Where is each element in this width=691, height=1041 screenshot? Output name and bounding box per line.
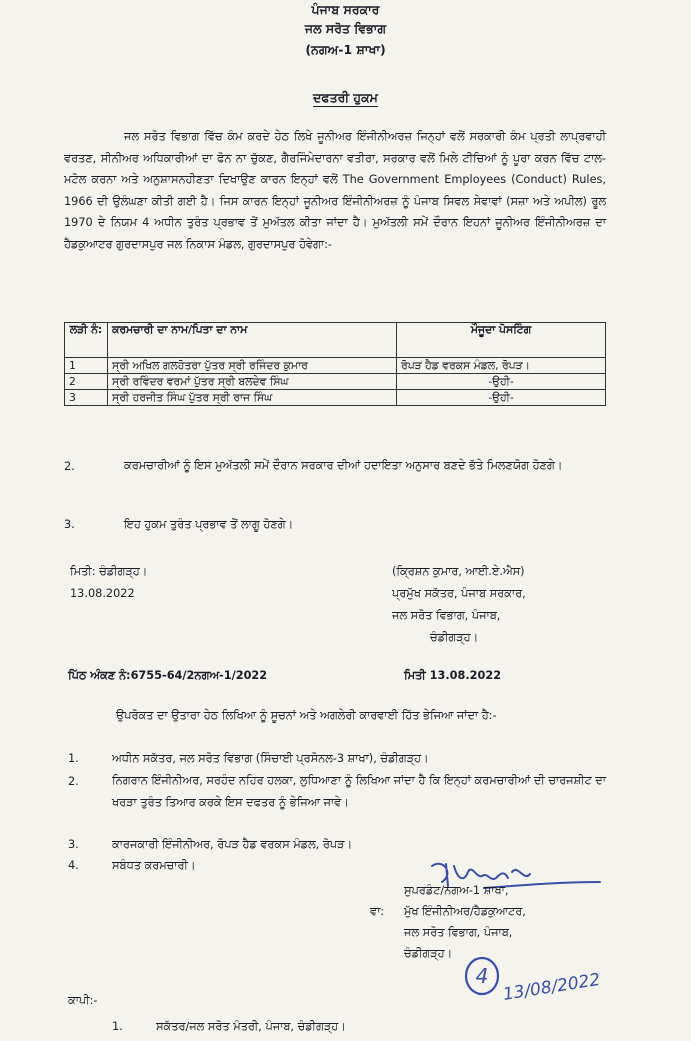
table-row xyxy=(65,358,606,374)
signatory-department: ਜਲ ਸਰੋਤ ਵਿਭਾਗ, ਪੰਜਾਬ, xyxy=(392,609,501,622)
endorsement-number: ਪਿੱਠ ਅੰਕਣ ਨੰ:6755-64/2ਨਗਅ-1/2022 xyxy=(68,669,268,682)
on-behalf-prefix: ਵਾ: xyxy=(370,905,385,918)
paragraph-1: ਜਲ ਸਰੋਤ ਵਿਭਾਗ ਵਿੱਚ ਕੰਮ ਕਰਦੇ ਹੇਠ ਲਿਖੇ ਜੂਨੀਅਰ ਇੰਜੀਨੀਅਰਜ਼ ਜਿਨ੍ਹਾਂ ਵਲੋਂ ਸਰਕਾਰੀ ਕੰਮ ਪ੍ਰਤੀ ਲਾਪ੍ਰਵਾਹੀ ਵਰਤਣ, ਸੀਨੀਅਰ ਅਧਿਕਾਰੀਆਂ ਦਾ ਫੋਨ ਨਾ ਚੁੱਕਣ, ਗੈਰਜਿੰਮੇਦਾਰਨਾ ਵਤੀਰਾ, ਸਰਕਾਰ ਵਲੋਂ ਮਿਲੇ ਟੀਚਿਆਂ ਨੂੰ ਪੂਰਾ ਕਰਨ ਵਿੱਚ ਟਾਲ-ਮਟੋਲ ਕਰਨਾ ਅਤੇ ਅਨੁਸ਼ਾਸਨਹੀਣਤਾ ਦਿਖਾਉਣ ਕਾਰਨ ਇਨ੍ਹਾਂ ਵਲੋਂ The Government Employees (Conduct) Rules, 1966 ਦੀ ਉਲੰਘਣਾ ਕੀਤੀ ਗਈ ਹੈ। ਜਿਸ ਕਾਰਨ ਇਨ੍ਹਾਂ ਜੂਨੀਅਰ ਇੰਜੀਨੀਅਰਜ਼ ਨੂੰ ਪੰਜਾਬ ਸਿਵਲ ਸੇਵਾਵਾਂ (ਸਜ਼ਾ ਅਤੇ ਅਪੀਲ) ਰੂਲ 1970 ਦੇ ਨਿਯਮ 4 ਅਧੀਨ ਤੁਰੰਤ ਪ੍ਰਭਾਵ ਤੋਂ ਮੁਅੱਤਲ ਕੀਤਾ ਜਾਂਦਾ ਹੈ। ਮੁਅੱਤਲੀ ਸਮੇਂ ਦੌਰਾਨ ਇਹਨਾਂ ਜੂਨੀਅਰ ਇੰਜੀਨੀਅਰਜ਼ ਦਾ ਹੈਡਕੁਆਟਰ ਗੁਰਦਾਸਪੁਰ ਜਲ ਨਿਕਾਸ ਮੰਡਲ, ਗੁਰਦਾਸਪੁਰ ਹੋਵੇਗਾ:- xyxy=(64,130,606,251)
department-line: ਜਲ ਸਰੋਤ ਵਿਭਾਗ, ਪੰਜਾਬ, xyxy=(404,926,513,939)
header-name: ਕਰਮਚਾਰੀ ਦਾ ਨਾਮ/ਪਿਤਾ ਦਾ ਨਾਮ xyxy=(108,323,397,358)
superintendent-line: ਸੁਪਰਡੰਟ/ਨਗਅ-1 ਸ਼ਾਖਾ, xyxy=(404,884,509,897)
cell-serial: 3 xyxy=(65,390,108,406)
copy-list-number: 4. xyxy=(68,859,79,872)
paragraph-2: ਕਰਮਚਾਰੀਆਂ ਨੂੰ ਇਸ ਮੁਅੱਤਲੀ ਸਮੇਂ ਦੌਰਾਨ ਸਰਕਾਰ ਦੀਆਂ ਹਦਾਇਤਾ ਅਨੁਸਾਰ ਬਣਦੇ ਭੱਤੇ ਮਿਲਣਯੋਗ ਹੋਣਗੇ। xyxy=(124,459,563,472)
city-line: ਚੰਡੀਗੜ੍ਹ। xyxy=(404,947,453,960)
header-line-3: (ਨਗਅ-1 ਸ਼ਾਖਾ) xyxy=(305,42,386,57)
handwritten-date-stamp xyxy=(462,950,632,1010)
copy-list-number: 2. xyxy=(68,775,79,788)
table-header-row xyxy=(65,323,606,358)
place: ਮਿਤੀ: ਚੰਡੀਗੜ੍ਹ। xyxy=(70,565,148,578)
paragraph-3: ਇਹ ਹੁਕਮ ਤੁਰੰਤ ਪ੍ਰਭਾਵ ਤੋਂ ਲਾਗੂ ਹੋਣਗੇ। xyxy=(124,518,294,531)
cell-name: ਸ੍ਰੀ ਰਵਿੰਦਰ ਵਰਮਾਂ ਪੁੱਤਰ ਸ੍ਰੀ ਬਲਦੇਵ ਸਿੰਘ xyxy=(108,374,397,390)
copy-list-item: ਸਬੰਧਤ ਕਰਮਚਾਰੀ। xyxy=(112,859,196,872)
para-3-number: 3. xyxy=(64,518,75,531)
cell-posting: ਰੋਪੜ ਹੈਡ ਵਰਕਸ ਮੰਡਲ, ਰੋਪੜ। xyxy=(397,358,606,374)
copy-list-item: ਕਾਰਜਕਾਰੀ ਇੰਜੀਨੀਅਰ, ਰੋਪੜ ਹੈਡ ਵਰਕਸ ਮੰਡਲ, ਰੋਪੜ। xyxy=(112,838,353,851)
endorsement-date: ਮਿਤੀ 13.08.2022 xyxy=(404,669,502,682)
copy-list-item: ਨਿਗਰਾਨ ਇੰਜੀਨੀਅਰ, ਸਰਹੰਦ ਨਹਿਰ ਹਲਕਾ, ਲੁਧਿਆਣਾ ਨੂੰ ਲਿਖਿਆ ਜਾਂਦਾ ਹੈ ਕਿ ਇਨ੍ਹਾਂ ਕਰਮਚਾਰੀਆਂ ਦੀ ਚਾਰਜਸ਼ੀਟ ਦਾ ਖਰੜਾ ਤੁਰੰਤ ਤਿਆਰ ਕਰਕੇ ਇਸ ਦਫਤਰ ਨੂੰ ਭੇਜਿਆ ਜਾਵੇ। xyxy=(112,774,607,809)
signatory-city: ਚੰਡੀਗੜ੍ਹ। xyxy=(430,631,479,644)
header-line-2: ਜਲ ਸਰੋਤ ਵਿਭਾਗ xyxy=(304,21,387,36)
header-posting: ਮੌਜੂਦਾ ਪੋਸਟਿੰਗ xyxy=(397,323,606,358)
table-row xyxy=(65,374,606,390)
signatory-designation: ਪ੍ਰਮੁੱਖ ਸਕੱਤਰ, ਪੰਜਾਬ ਸਰਕਾਰ, xyxy=(392,587,526,600)
copy-label: ਕਾਪੀ:- xyxy=(68,994,98,1007)
cell-name: ਸ੍ਰੀ ਹਰਜੀਤ ਸਿੰਘ ਪੁੱਤਰ ਸ੍ਰੀ ਰਾਜ ਸਿੰਘ xyxy=(108,390,397,406)
order-date: 13.08.2022 xyxy=(70,587,135,600)
copy-list-number: 3. xyxy=(68,838,79,851)
copy-to-number: 1. xyxy=(112,1020,123,1033)
order-title: ਦਫਤਰੀ ਹੁਕਮ xyxy=(313,90,378,105)
handwritten-date: 13/08/2022 xyxy=(501,969,602,1005)
chief-engineer-line: ਮੁੱਖ ਇੰਜੀਨੀਅਰ/ਹੈਡਕੁਆਟਰ, xyxy=(404,905,526,918)
handwritten-mark: 4 xyxy=(475,964,489,988)
header-serial: ਲੜੀ ਨੰ: xyxy=(65,323,108,358)
cell-posting: -ਉਹੀ- xyxy=(397,390,606,406)
cell-serial: 2 xyxy=(65,374,108,390)
cell-posting: -ਉਹੀ- xyxy=(397,374,606,390)
postings-table xyxy=(64,322,606,406)
header-line-1: ਪੰਜਾਬ ਸਰਕਾਰ xyxy=(311,2,380,17)
table-row xyxy=(65,390,606,406)
copy-to-item: ਸਕੱਤਰ/ਜਲ ਸਰੋਤ ਮੰਤਰੀ, ਪੰਜਾਬ, ਚੰਡੀਗੜ੍ਹ। xyxy=(156,1020,346,1033)
signatory-name: (ਕ੍ਰਿਸ਼ਨ ਕੁਮਾਰ, ਆਈ.ਏ.ਐਸ) xyxy=(392,565,525,578)
para-2-number: 2. xyxy=(64,460,75,473)
copy-list-item: ਅਧੀਨ ਸਕੱਤਰ, ਜਲ ਸਰੋਤ ਵਿਭਾਗ (ਸਿੰਚਾਈ ਪ੍ਰਸੋਨਲ-3 ਸ਼ਾਖਾ), ਚੰਡੀਗੜ੍ਹ। xyxy=(112,752,429,765)
copy-intro: ਉਪਰੋਕਤ ਦਾ ਉਤਾਰਾ ਹੇਠ ਲਿਖਿਆ ਨੂੰ ਸੂਚਨਾਂ ਅਤੇ ਅਗਲੇਰੀ ਕਾਰਵਾਈ ਹਿੱਤ ਭੇਜਿਆ ਜਾਂਦਾ ਹੈ:- xyxy=(116,709,497,722)
cell-name: ਸ੍ਰੀ ਅਖਿਲ ਗਲਹੋਤਰਾ ਪੁੱਤਰ ਸ੍ਰੀ ਰਜਿੰਦਰ ਕੁਮਾਰ xyxy=(108,358,397,374)
copy-list-number: 1. xyxy=(68,752,79,765)
cell-serial: 1 xyxy=(65,358,108,374)
